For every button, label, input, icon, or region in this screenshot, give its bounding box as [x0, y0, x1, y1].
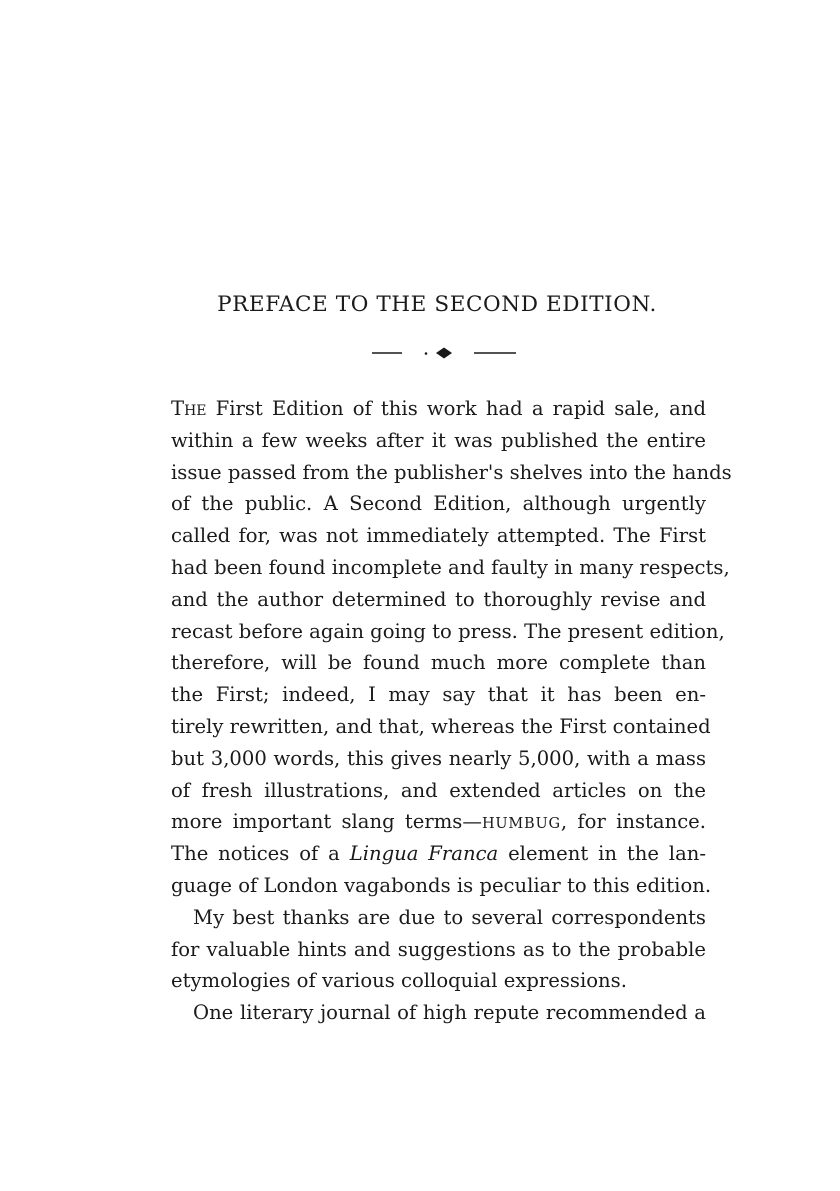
text-line: [171, 809, 706, 841]
text-line: [171, 619, 725, 651]
text-line: [171, 1000, 706, 1032]
text-line: [171, 841, 706, 873]
text-run: The: [171, 397, 207, 420]
text-line: [171, 587, 706, 619]
text-line: [171, 905, 706, 937]
text-run: The notices of a: [171, 842, 350, 866]
text-run: element in the lan-: [498, 842, 706, 866]
text-run: more important slang terms—: [171, 810, 482, 834]
text-run: and the author determined to thoroughly revise and: [171, 587, 706, 611]
text-run: of the public. A Second Edition, although urgently: [171, 492, 706, 516]
text-run: One literary journal of high repute recommended a: [193, 1001, 706, 1025]
text-line: [171, 682, 706, 714]
text-run: within a few weeks after it was published the entire: [171, 428, 706, 452]
text-run: My best thanks are due to several correspondents: [193, 905, 706, 929]
text-line: [171, 396, 706, 428]
text-line: [171, 746, 706, 778]
text-line: [171, 873, 712, 905]
ornament-diamond: [436, 348, 452, 359]
text-run: Lingua Franca: [349, 842, 499, 866]
text-run: tirely rewritten, and that, whereas the First contained: [171, 714, 711, 738]
text-run: called for, was not immediately attempted. The First: [171, 524, 706, 548]
text-line: [171, 523, 706, 555]
text-run: the First; indeed, I may say that it has been en-: [171, 683, 706, 707]
text-run: etymologies of various colloquial expressions.: [171, 969, 627, 993]
diamond-rule-ornament: [370, 346, 518, 360]
text-run: for valuable hints and suggestions as to the probable: [171, 937, 706, 961]
text-line: [171, 555, 730, 587]
text-run: but 3,000 words, this gives nearly 5,000, with a mass: [171, 746, 706, 770]
text-line: [171, 650, 706, 682]
body-text: [171, 396, 732, 1032]
text-line: [171, 428, 706, 460]
text-line: [171, 968, 706, 1000]
ornament-dot: [425, 352, 428, 355]
text-run: First Edition of this work had a rapid sale, and: [206, 397, 706, 420]
page-title: PREFACE TO THE SECOND EDITION.: [217, 292, 657, 317]
text-run: issue passed from the publisher's shelves into the hands: [171, 460, 732, 484]
text-run: , for instance.: [560, 810, 706, 834]
text-run: recast before again going to press. The present edition,: [171, 619, 725, 643]
text-line: [171, 491, 706, 523]
text-run: had been found incomplete and faulty in many respects,: [171, 555, 730, 579]
text-run: guage of London vagabonds is peculiar to this edition.: [171, 873, 712, 897]
text-run: of fresh illustrations, and extended articles on the: [171, 778, 706, 802]
text-line: [171, 460, 732, 492]
text-run: therefore, will be found much more complete than: [171, 651, 706, 675]
text-run: HUMBUG: [481, 816, 561, 833]
text-line: [171, 937, 706, 969]
text-line: [171, 714, 711, 746]
text-line: [171, 778, 706, 810]
